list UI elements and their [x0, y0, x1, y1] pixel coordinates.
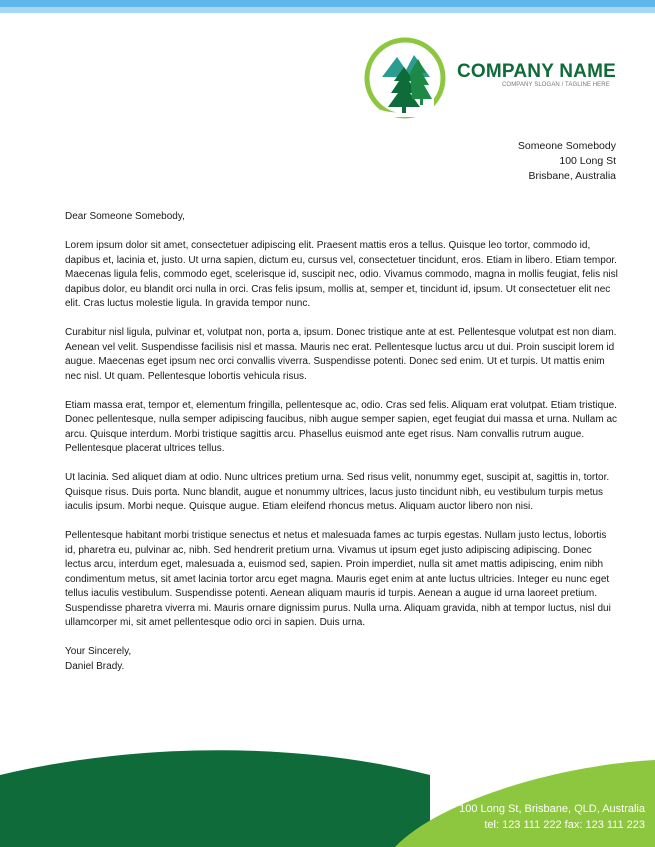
footer-contact: tel: 123 111 222 fax: 123 111 223 [484, 819, 645, 831]
signature: Daniel Brady. [65, 660, 125, 672]
paragraph-4: Ut lacinia. Sed aliquet diam at odio. Nunc ultrices pretium urna. Sed risus velit, nonummy eget, suscipit at, sagittis in, tortor. Quisque risus. Duis porta. Nunc blandit, augue et nonummy ultrices, lacus justo tincidunt nibh, eu vestibulum turpis metus iaculis ipsum. Morbi neque. Quisque augue. Etiam eleifend rhoncus metus. Aliquam auctor libero non nisi. [65, 472, 610, 512]
pine-trees-mountains-icon [364, 37, 446, 119]
closing-block [65, 645, 618, 674]
paragraph-1: Lorem ipsum dolor sit amet, consectetuer adipiscing elit. Praesent mattis eros a tellus. Quisque leo tortor, commodo id, dapibus et, lacinia et, justo. Ut urna sapien, dictum eu, cursus vel, consectetuer tincidunt, eros. Etiam in libero. Etiam tempor. Maecenas ligula felis, commodo eget, scelerisque id, suscipit nec, odio. Vivamus commodo, magna in mollis feugiat, felis nisl dapibus dolor, eu blandit orci nulla in orci. Cras felis ipsum, mollis at, semper et, tincidunt id, ipsum. Ut consectetuer elit nec elit. Cras luctus molestie ligula. In gravida tempor nunc. [65, 240, 618, 309]
recipient-street: 100 Long St [559, 155, 616, 167]
paragraph-3: Etiam massa erat, tempor et, elementum fringilla, pellentesque ac, odio. Cras sed felis. Aliquam erat volutpat. Etiam tristique. Donec pellentesque, nulla semper adipiscing faucibus, nibh augue semper sapien, eget feugiat dui massa et urna. Nullam ac arcu. Quisque interdum. Morbi tristique sagittis arcu. Phasellus euismod ante eget risus. Nam convallis rutrum augue. Pellentesque placerat ultrices tellus. [65, 399, 618, 454]
letter-body [65, 210, 618, 674]
top-accent-stripe-dark [0, 0, 655, 7]
recipient-name: Someone Somebody [517, 140, 616, 152]
salutation: Dear Someone Somebody, [65, 211, 185, 222]
paragraph-5: Pellentesque habitant morbi tristique senectus et netus et malesuada fames ac turpis egestas. Nullam justo lectus, lobortis id, pharetra eu, pulvinar ac, nibh. Sed hendrerit pretium urna. Vivamus ut ipsum eget justo adipiscing adipiscing. Donec lectus arcu, interdum eget, malesuada a, euismod sed, sapien. Proin imperdiet, nulla sit amet mattis adipiscing, enim nibh condimentum metus, sit amet lacinia tortor arcu eget magna. Mauris eget enim at ante luctus ultricies. Integer eu nunc eget tellus iaculis vestibulum. Suspendisse potenti. Aenean aliquam mauris id turpis. Aenean a augue id urna laoreet pretium. Suspendisse pharetra viverra mi. Mauris ornare dignissim purus. Nulla urna. Aliquam gravida, nibh at tempor luctus, nisl dui ullamcorper mi, sit amet pellentesque odio orci in sapien. Duis urna. [65, 530, 611, 628]
top-accent-stripe-light [0, 7, 655, 13]
company-name: COMPANY NAME [457, 61, 616, 82]
company-logo [364, 37, 624, 119]
top-accent-bar [0, 0, 655, 14]
recipient-city: Brisbane, Australia [528, 170, 616, 182]
closing: Your Sincerely, [65, 646, 132, 657]
recipient-address [518, 139, 616, 184]
paragraph-2: Curabitur nisl ligula, pulvinar et, volutpat non, porta a, ipsum. Donec tristique ante at est. Pellentesque volutpat est non diam. Aenean vel velit. Suspendisse facilisis nisl et massa. Mauris nec erat. Pellentesque luctus arcu ut dui. Proin suscipit lorem id augue. Maecenas eget ipsum nec orci convallis viverra. Suspendisse potenti. Donec sed enim. Ut et turpis. Ut mattis enim nec nisl. Ut quam. Pellentesque lobortis vehicula risus. [65, 327, 617, 382]
footer-band [0, 720, 655, 847]
company-slogan: COMPANY SLOGAN / TAGLINE HERE [502, 82, 610, 88]
footer-address: 100 Long St, Brisbane, QLD, Australia [459, 803, 645, 815]
